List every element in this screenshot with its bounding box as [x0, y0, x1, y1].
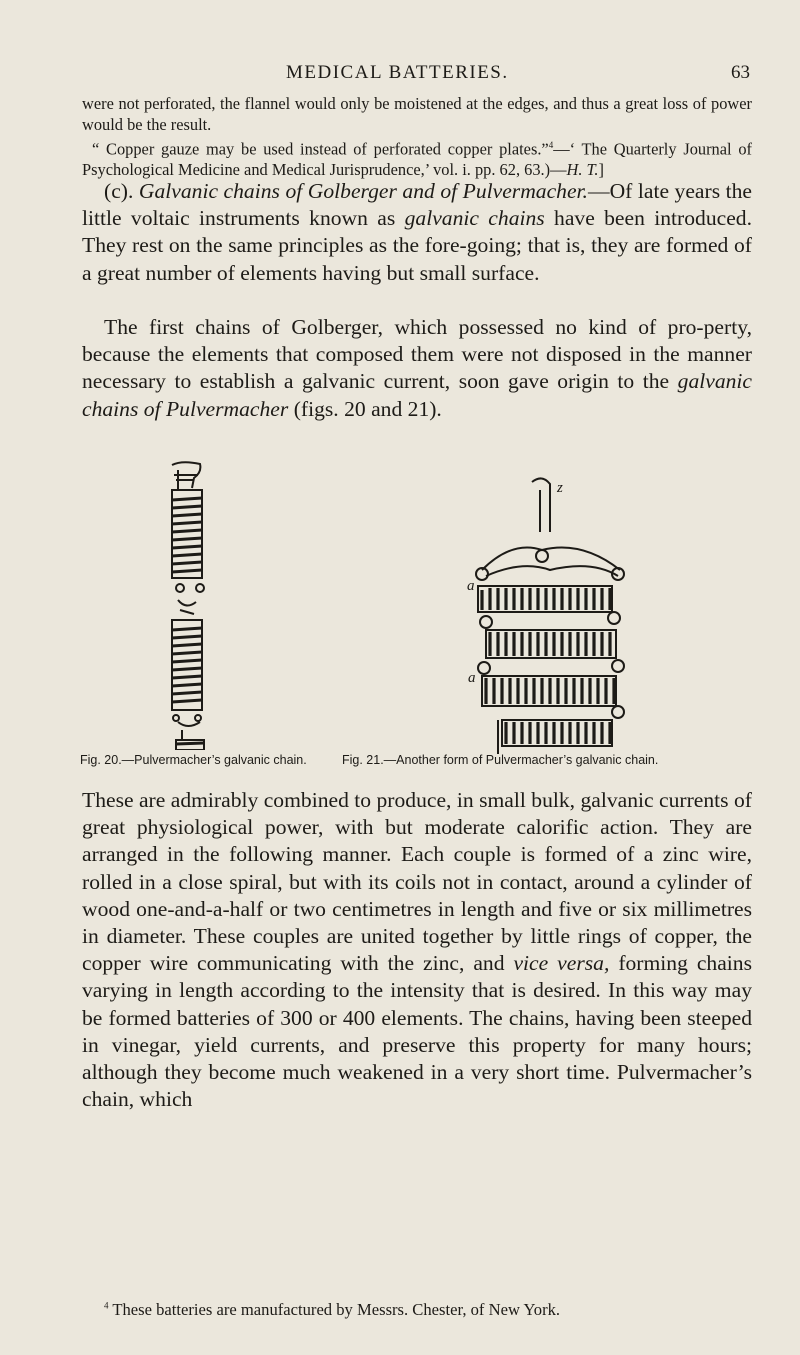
fig-21-illustration	[442, 470, 642, 760]
paragraph-2: The first chains of Golberger, which possessed no kind of pro-perty, because the elements that composed them were not disposed in the manner necessary to establish a galvanic current, soon gave origin to the galvanic chains of Pulvermacher (figs. 20 and 21).	[82, 315, 752, 421]
footnote-ref-4: 4	[548, 140, 554, 151]
paragraph-3: These are admirably combined to produce, in small bulk, galvanic currents of great physiological power, with but moderate calorific action. They are arranged in the following manner. Each couple is formed of a zinc wire, rolled in a close spiral, but with its coils not in contact, around a cylinder of wood one-and-a-half or two centimetres in length and five or six millimetres in diameter. These couples are united together by little rings of copper, the copper wire communicating with the zinc, and vice versa, forming chains varying in length according to the intensity that is desired. In this way may be formed batteries of 300 or 400 elements. The chains, having been steeped in vinegar, yield currents, and preserve this property for many hours; although they become much weakened in a very short time. Pulvermacher’s chain, which	[82, 788, 753, 1112]
section-label: (c).	[104, 179, 134, 203]
page-number: 63	[731, 62, 750, 83]
page-header	[82, 62, 750, 88]
fig-21-label-a-lower: a	[468, 670, 476, 686]
fig-20-caption: Fig. 20.—Pulvermacher’s galvanic chain.	[80, 753, 307, 767]
quote-block	[82, 94, 752, 181]
quote-line-2: “ Copper gauze may be used instead of perforated copper plates.”$^4$—‘ The Quarterly Journal of Psychological Medicine and Medical Jurisprudence,’ vol. i. pp. 62, 63.)—H. T.]	[82, 139, 752, 180]
figures-area	[82, 460, 752, 770]
section-title: Galvanic chains of Golberger and of Pulvermacher.	[138, 179, 588, 203]
fig-20-illustration	[142, 460, 232, 750]
quote-line-1: were not perforated, the flannel would only be moistened at the edges, and thus a great loss of power would be the result.	[82, 94, 752, 134]
footnote-text: These batteries are manufactured by Messrs. Chester, of New York.	[112, 1300, 561, 1319]
fig-21-caption: Fig. 21.—Another form of Pulvermacher’s galvanic chain.	[342, 753, 659, 767]
running-head: MEDICAL BATTERIES.	[286, 62, 509, 83]
section-c-paragraph: (c). Galvanic chains of Golberger and of Pulvermacher.—Of late years the little voltaic instruments known as galvanic chains have been introduced. They rest on the same principles as the fore-going; that is, they are formed of a great number of elements having but small surface.	[82, 179, 752, 285]
footnote-marker: 4	[104, 1300, 109, 1311]
fig-21-label-z: z	[557, 480, 563, 496]
fig-21-label-a-upper: a	[467, 578, 475, 594]
footnote	[82, 1300, 752, 1320]
